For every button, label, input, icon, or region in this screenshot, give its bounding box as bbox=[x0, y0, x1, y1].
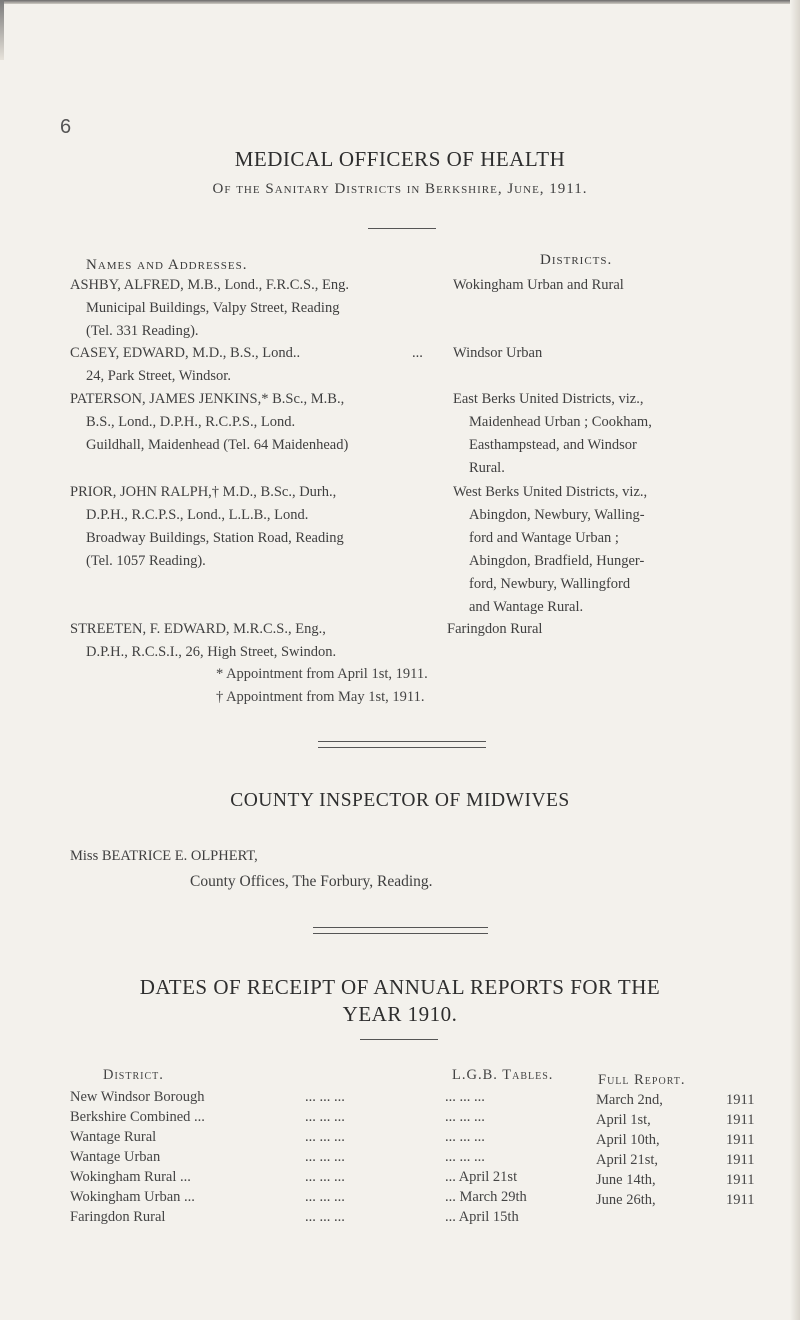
page-number: 6 bbox=[60, 116, 72, 138]
lgb-cell: ... April 21st bbox=[445, 1169, 518, 1185]
officer-address-line: Broadway Buildings, Station Road, Reading bbox=[86, 530, 344, 546]
leader-dots-cell: ... ... ... bbox=[305, 1129, 345, 1145]
page-title: MEDICAL OFFICERS OF HEALTH bbox=[234, 147, 566, 171]
district-line: ford, Newbury, Wallingford bbox=[469, 576, 631, 592]
officer-address-line: Municipal Buildings, Valpy Street, Reading bbox=[86, 300, 340, 316]
district-line: Maidenhead Urban ; Cookham, bbox=[469, 414, 652, 430]
officer-address-line: D.P.H., R.C.S.I., 26, High Street, Swindon. bbox=[86, 644, 337, 660]
lgb-cell: ... ... ... bbox=[445, 1089, 485, 1105]
full-report-cell: April 1st, bbox=[596, 1112, 651, 1128]
full-report-cell: June 14th, bbox=[596, 1172, 656, 1188]
lgb-cell: ... ... ... bbox=[445, 1109, 485, 1125]
leader-dots-cell: ... ... ... bbox=[305, 1089, 345, 1105]
district-cell: Wantage Rural bbox=[70, 1129, 157, 1145]
district-cell: Wokingham Rural ... bbox=[70, 1169, 191, 1185]
reports-heading-line2: YEAR 1910. bbox=[342, 1002, 458, 1026]
officer-entry-paterson bbox=[70, 388, 348, 457]
leader-dots: ... bbox=[412, 345, 423, 361]
officer-address-line: (Tel. 331 Reading). bbox=[86, 323, 199, 339]
officer-name-line: B.S., Lond., D.P.H., R.C.P.S., Lond. bbox=[86, 414, 296, 430]
leader-dots-cell: ... ... ... bbox=[305, 1109, 345, 1125]
lgb-cell: ... ... ... bbox=[445, 1149, 485, 1165]
district-cell: Faringdon Rural bbox=[70, 1209, 166, 1225]
page-left-edge bbox=[0, 0, 4, 60]
page-top-edge bbox=[0, 0, 800, 4]
district-line: Easthampstead, and Windsor bbox=[469, 437, 637, 453]
midwives-inspector-name: Miss BEATRICE E. OLPHERT, bbox=[70, 848, 258, 864]
full-report-cell: March 2nd, bbox=[596, 1092, 663, 1108]
year-cell: 1911 bbox=[726, 1092, 755, 1108]
full-report-cell: June 26th, bbox=[596, 1192, 656, 1208]
district-line: East Berks United Districts, viz., bbox=[453, 391, 644, 407]
section-divider bbox=[313, 927, 488, 934]
officer-entry-ashby bbox=[70, 274, 349, 343]
lgb-cell: ... April 15th bbox=[445, 1209, 519, 1225]
district-entry-ashby bbox=[453, 274, 624, 297]
col-names-header: Names and Addresses. bbox=[86, 257, 248, 273]
page-right-shadow bbox=[790, 0, 800, 1320]
officer-name-line: PRIOR, JOHN RALPH,† M.D., B.Sc., Durh., bbox=[70, 484, 337, 500]
year-cell: 1911 bbox=[726, 1192, 755, 1208]
full-report-cell: April 21st, bbox=[596, 1152, 659, 1168]
col-lgb-header: L.G.B. Tables. bbox=[452, 1067, 554, 1083]
midwives-heading: COUNTY INSPECTOR OF MIDWIVES bbox=[230, 790, 570, 811]
officer-name-line: ASHBY, ALFRED, M.B., Lond., F.R.C.S., Eng. bbox=[70, 277, 349, 293]
col-districts-header: Districts. bbox=[540, 252, 613, 268]
officer-address-line: (Tel. 1057 Reading). bbox=[86, 553, 206, 569]
lgb-cell: ... March 29th bbox=[445, 1189, 527, 1205]
year-cell: 1911 bbox=[726, 1172, 755, 1188]
district-line: and Wantage Rural. bbox=[469, 599, 584, 615]
district-entry-streeten bbox=[447, 618, 542, 641]
district-cell: New Windsor Borough bbox=[70, 1089, 205, 1105]
reports-heading-line1: DATES OF RECEIPT OF ANNUAL REPORTS FOR THE bbox=[139, 975, 661, 999]
district-line: Rural. bbox=[469, 460, 505, 476]
district-line: Faringdon Rural bbox=[447, 621, 543, 637]
leader-dots-cell: ... ... ... bbox=[305, 1209, 345, 1225]
officer-entry-casey bbox=[70, 342, 300, 388]
district-line: Windsor Urban bbox=[453, 345, 543, 361]
footnote-asterisk: * Appointment from April 1st, 1911. bbox=[216, 666, 428, 682]
officer-name-line: STREETEN, F. EDWARD, M.R.C.S., Eng., bbox=[70, 621, 326, 637]
full-report-cell: April 10th, bbox=[596, 1132, 660, 1148]
section-divider bbox=[318, 741, 486, 748]
district-cell: Berkshire Combined ... bbox=[70, 1109, 205, 1125]
page-subtitle: Of the Sanitary Districts in Berkshire, June, 1911. bbox=[212, 181, 588, 197]
midwives-inspector-address: County Offices, The Forbury, Reading. bbox=[190, 873, 433, 890]
officer-address-line: 24, Park Street, Windsor. bbox=[86, 368, 231, 384]
col-full-header: Full Report. bbox=[598, 1072, 686, 1088]
district-line: Abingdon, Newbury, Walling- bbox=[469, 507, 645, 523]
lgb-cell: ... ... ... bbox=[445, 1129, 485, 1145]
district-line: ford and Wantage Urban ; bbox=[469, 530, 619, 546]
district-entry-casey bbox=[453, 342, 542, 365]
district-line: West Berks United Districts, viz., bbox=[453, 484, 648, 500]
leader-dots-cell: ... ... ... bbox=[305, 1189, 345, 1205]
district-entry-paterson bbox=[453, 388, 652, 480]
officer-entry-prior bbox=[70, 481, 344, 573]
leader-dots-cell: ... ... ... bbox=[305, 1169, 345, 1185]
officer-name-line: CASEY, EDWARD, M.D., B.S., Lond.. bbox=[70, 345, 301, 361]
officer-entry-streeten bbox=[70, 618, 336, 664]
district-entry-prior bbox=[453, 481, 647, 619]
reports-rule bbox=[360, 1039, 438, 1040]
title-rule bbox=[368, 228, 436, 229]
district-cell: Wantage Urban bbox=[70, 1149, 161, 1165]
col-district-header: District. bbox=[103, 1067, 164, 1083]
footnote-dagger: † Appointment from May 1st, 1911. bbox=[216, 689, 425, 705]
officer-name-line: PATERSON, JAMES JENKINS,* B.Sc., M.B., bbox=[70, 391, 345, 407]
district-line: Abingdon, Bradfield, Hunger- bbox=[469, 553, 645, 569]
district-cell: Wokingham Urban ... bbox=[70, 1189, 195, 1205]
district-line: Wokingham Urban and Rural bbox=[453, 277, 624, 293]
year-cell: 1911 bbox=[726, 1132, 755, 1148]
year-cell: 1911 bbox=[726, 1152, 755, 1168]
leader-dots-cell: ... ... ... bbox=[305, 1149, 345, 1165]
officer-name-line: D.P.H., R.C.P.S., Lond., L.L.B., Lond. bbox=[86, 507, 309, 523]
officer-address-line: Guildhall, Maidenhead (Tel. 64 Maidenhead) bbox=[86, 437, 349, 453]
year-cell: 1911 bbox=[726, 1112, 755, 1128]
